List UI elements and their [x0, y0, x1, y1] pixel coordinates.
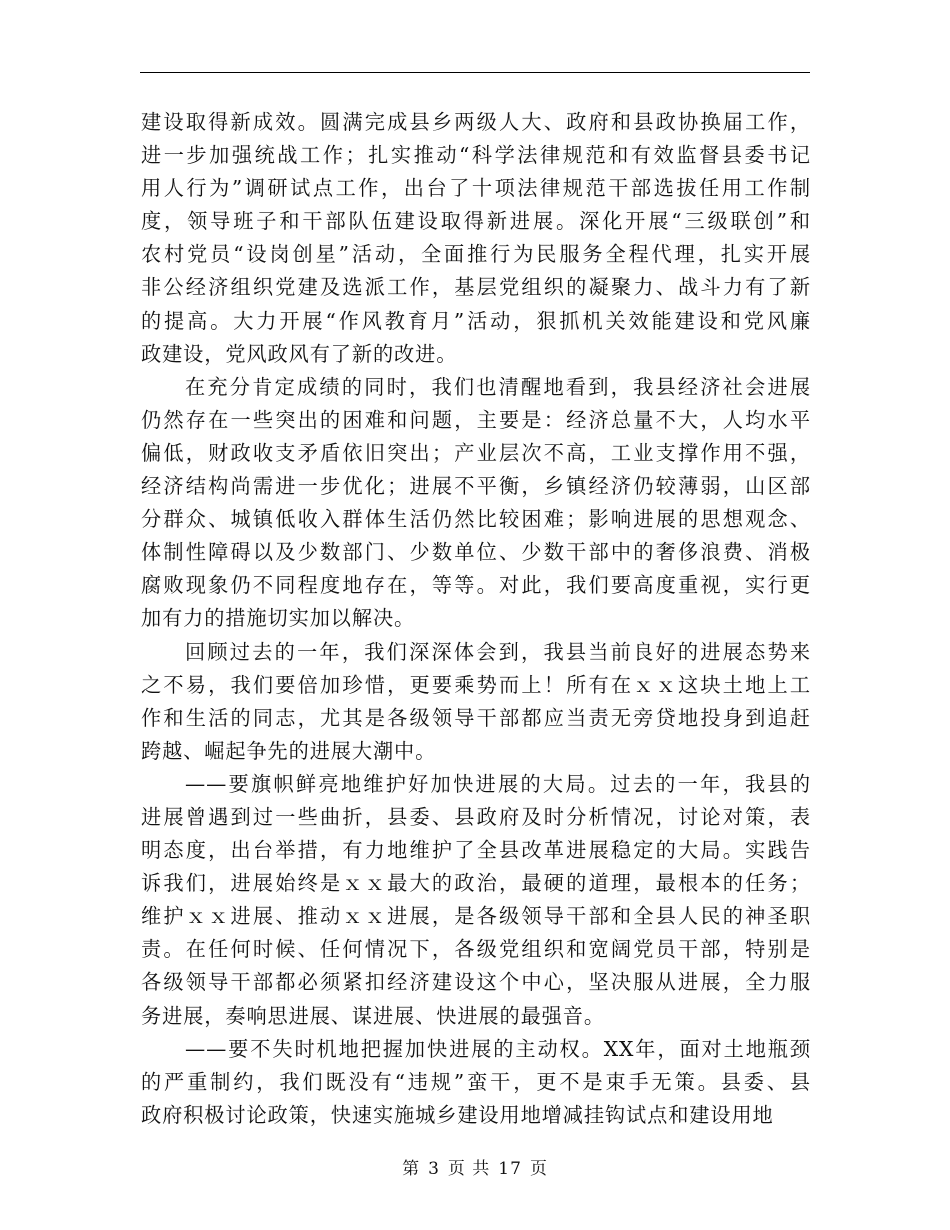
text-line: ——要不失时机地把握加快进展的主动权。XX年，面对土地瓶颈	[185, 1036, 811, 1061]
text-line: 责。在任何时候、任何情况下，各级党组织和宽阔党员干部，特别是	[141, 937, 811, 962]
text-line: 务进展，奏响思进展、谋进展、快进展的最强音。	[141, 1003, 605, 1028]
text-line: 建设取得新成效。圆满完成县乡两级人大、政府和县政协换届工作，	[141, 110, 811, 134]
text-line: 在充分肯定成绩的同时，我们也清醒地看到，我县经济社会进展	[185, 374, 811, 399]
text-line: 诉我们，进展始终是ｘｘ最大的政治，最硬的道理，最根本的任务；	[141, 871, 811, 896]
text-line: 加有力的措施切实加以解决。	[141, 606, 416, 631]
text-line: 维护ｘｘ进展、推动ｘｘ进展，是各级领导干部和全县人民的神圣职	[141, 904, 811, 929]
text-line: 回顾过去的一年，我们深深体会到，我县当前良好的进展态势来	[185, 639, 811, 664]
text-line: 明态度，出台举措，有力地维护了全县改革进展稳定的大局。实践告	[141, 838, 811, 863]
paragraph	[141, 371, 811, 636]
page-footer	[0, 1154, 950, 1179]
text-line: 进一步加强统战工作；扎实推动“科学法律规范和有效监督县委书记	[141, 143, 811, 168]
footer-middle: 页 共	[447, 1159, 491, 1179]
text-line: 各级领导干部都必须紧扣经济建设这个中心，坚决服从进展，全力服	[141, 970, 811, 995]
text-line: 之不易，我们要倍加珍惜，更要乘势而上！所有在ｘｘ这块土地上工	[141, 672, 811, 697]
footer-prefix: 第	[402, 1159, 421, 1179]
footer-total-pages: 17	[498, 1159, 522, 1179]
text-line: 政府积极讨论政策，快速实施城乡建设用地增减挂钩试点和建设用地	[141, 1102, 774, 1127]
text-line: 分群众、城镇低收入群体生活仍然比较困难；影响进展的思想观念、	[141, 507, 811, 532]
paragraph	[141, 636, 811, 768]
text-line: 腐败现象仍不同程度地存在，等等。对此，我们要高度重视，实行更	[141, 573, 811, 598]
text-line: 跨越、崛起争先的进展大潮中。	[141, 738, 437, 763]
text-line: 作和生活的同志，尤其是各级领导干部都应当责无旁贷地投身到追赶	[141, 705, 811, 730]
text-line: 体制性障碍以及少数部门、少数单位、少数干部中的奢侈浪费、消极	[141, 540, 811, 565]
text-line: 用人行为”调研试点工作，出台了十项法律规范干部选拔任用工作制	[141, 176, 811, 201]
body-text	[141, 106, 811, 1132]
text-line: 仍然存在一些突出的困难和问题，主要是：经济总量不大，人均水平	[141, 407, 811, 432]
footer-suffix: 页	[529, 1159, 548, 1179]
text-line: 非公经济组织党建及选派工作，基层党组织的凝聚力、战斗力有了新	[141, 275, 811, 300]
paragraph	[141, 106, 811, 371]
text-line: 进展曾遇到过一些曲折，县委、县政府及时分析情况，讨论对策，表	[141, 804, 811, 829]
header-rule	[140, 72, 810, 73]
paragraph	[141, 1033, 811, 1132]
text-line: 度，领导班子和干部队伍建设取得新进展。深化开展“三级联创”和	[141, 209, 811, 234]
text-line: 偏低，财政收支矛盾依旧突出；产业层次不高，工业支撑作用不强，	[141, 440, 811, 465]
text-line: 的严重制约，我们既没有“违规”蛮干，更不是束手无策。县委、县	[141, 1069, 811, 1094]
footer-page-number: 3	[428, 1159, 440, 1179]
text-line: ——要旗帜鲜亮地维护好加快进展的大局。过去的一年，我县的	[185, 771, 811, 796]
text-line: 政建设，党风政风有了新的改进。	[141, 341, 458, 366]
text-line: 农村党员“设岗创星”活动，全面推行为民服务全程代理，扎实开展	[141, 242, 811, 267]
text-line: 的提高。大力开展“作风教育月”活动，狠抓机关效能建设和党风廉	[141, 308, 811, 333]
text-line: 经济结构尚需进一步优化；进展不平衡，乡镇经济仍较薄弱，山区部	[141, 474, 811, 499]
paragraph	[141, 768, 811, 1033]
